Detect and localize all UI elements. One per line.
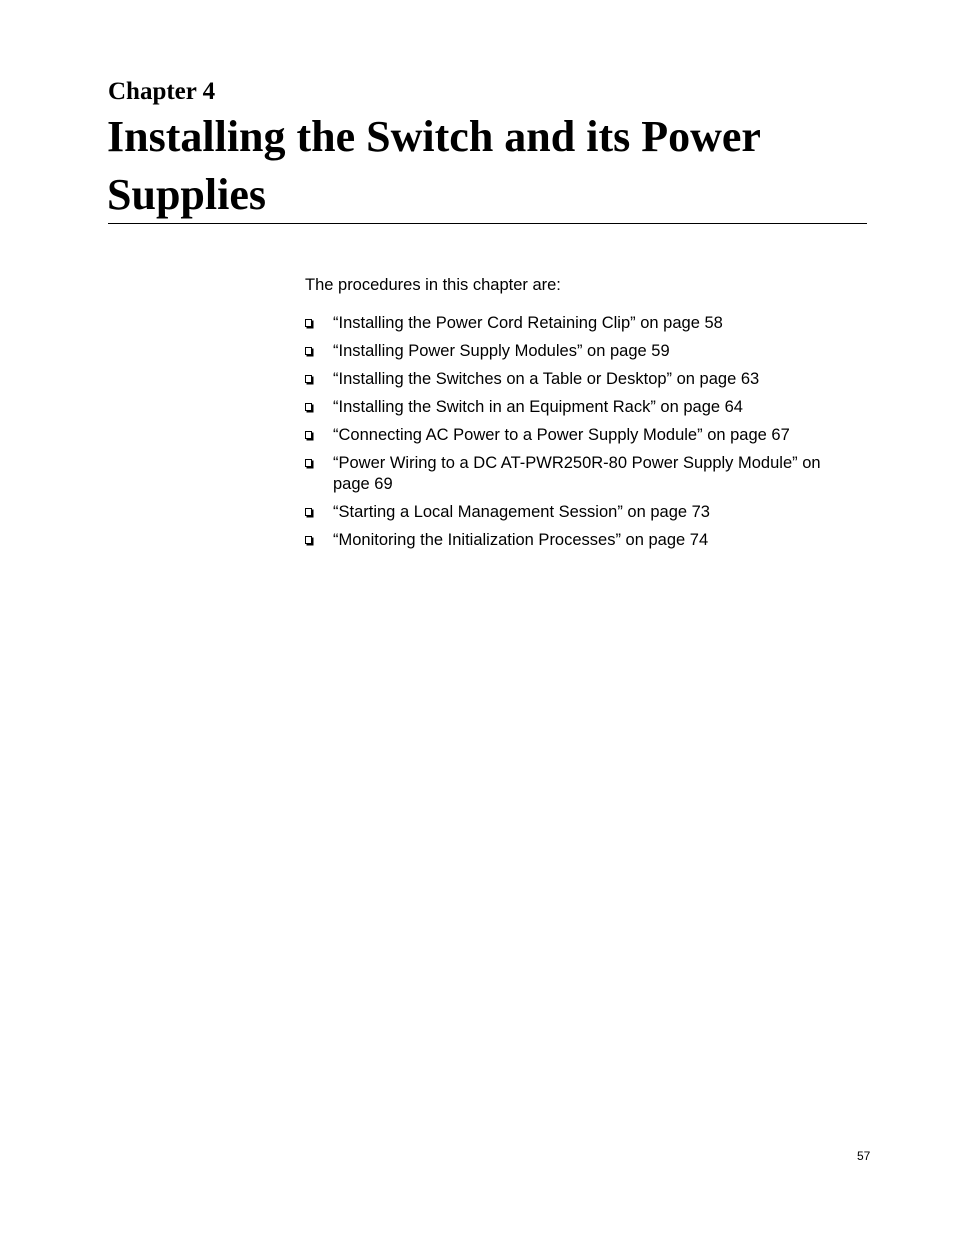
list-item[interactable] bbox=[305, 369, 850, 390]
list-item[interactable] bbox=[305, 341, 850, 362]
checkbox-bullet-icon bbox=[305, 459, 312, 467]
list-item-text: “Installing Power Supply Modules” on page 59 bbox=[333, 342, 670, 360]
list-item[interactable] bbox=[305, 313, 850, 334]
list-item[interactable] bbox=[305, 530, 850, 551]
list-item-text: “Installing the Power Cord Retaining Clip” on page 58 bbox=[333, 314, 723, 332]
checkbox-bullet-icon bbox=[305, 347, 312, 355]
title-divider bbox=[108, 223, 867, 224]
chapter-title: Installing the Switch and its Power Supplies bbox=[107, 112, 761, 219]
list-item[interactable] bbox=[305, 502, 850, 523]
list-item[interactable] bbox=[305, 453, 850, 495]
checkbox-bullet-icon bbox=[305, 536, 312, 544]
list-item-text: “Connecting AC Power to a Power Supply Module” on page 67 bbox=[333, 426, 790, 444]
checkbox-bullet-icon bbox=[305, 403, 312, 411]
checkbox-bullet-icon bbox=[305, 508, 312, 516]
intro-text: The procedures in this chapter are: bbox=[305, 276, 561, 294]
checkbox-bullet-icon bbox=[305, 431, 312, 439]
list-item[interactable] bbox=[305, 425, 850, 446]
list-item-text: “Starting a Local Management Session” on page 73 bbox=[333, 503, 710, 521]
list-item[interactable] bbox=[305, 397, 850, 418]
list-item-text: “Installing the Switches on a Table or Desktop” on page 63 bbox=[333, 370, 760, 388]
checkbox-bullet-icon bbox=[305, 319, 312, 327]
list-item-text: “Power Wiring to a DC AT-PWR250R-80 Power Supply Module” on page 69 bbox=[333, 454, 821, 493]
checkbox-bullet-icon bbox=[305, 375, 312, 383]
list-item-text: “Monitoring the Initialization Processes” on page 74 bbox=[333, 531, 709, 549]
procedure-list bbox=[305, 313, 850, 558]
list-item-text: “Installing the Switch in an Equipment Rack” on page 64 bbox=[333, 398, 743, 416]
chapter-label: Chapter 4 bbox=[108, 78, 216, 105]
page-number: 57 bbox=[857, 1149, 871, 1163]
